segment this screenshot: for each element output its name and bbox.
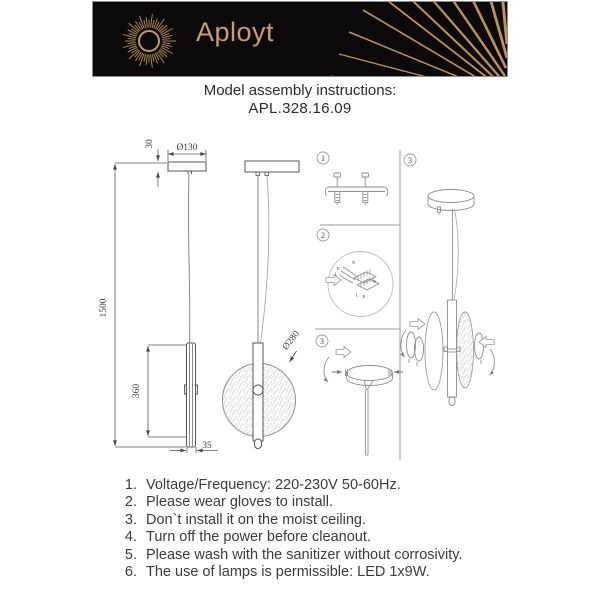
arrow-right-icon — [336, 347, 351, 358]
step3b-number: 3 — [408, 155, 412, 165]
side-view-dimensions — [115, 149, 218, 453]
item-number: 3. — [124, 511, 137, 528]
instructions-list — [115, 477, 462, 581]
instruction-item — [115, 547, 462, 564]
wire-label-l: L — [335, 271, 338, 277]
wire-label-n: N — [373, 279, 377, 284]
rotate-arrow-icon — [401, 330, 406, 357]
step3-panel — [316, 335, 403, 455]
disc-diameter-leader — [290, 351, 297, 362]
item-number: 1. — [124, 477, 137, 493]
instruction-item — [115, 477, 462, 494]
item-number: 4. — [124, 529, 137, 546]
assembly-drawing — [60, 128, 520, 468]
item-text: Please wear gloves to install. — [146, 494, 333, 511]
dim-total-height: 1500 — [99, 298, 109, 318]
item-number: 6. — [124, 564, 137, 581]
brand-banner — [92, 1, 508, 77]
instruction-item — [115, 529, 462, 546]
instruction-item — [115, 494, 462, 511]
title-block — [0, 82, 600, 118]
model-number: APL.328.16.09 — [248, 100, 352, 117]
wire-label-n: N — [352, 260, 356, 265]
rotate-arrow-icon — [324, 357, 329, 382]
arrow-right-icon — [410, 319, 425, 330]
wiring-detail-circle — [328, 252, 393, 317]
item-text: Voltage/Frequency: 220-230V 50-60Hz. — [146, 477, 401, 493]
side-view — [168, 162, 206, 447]
pendant-sketch — [407, 190, 484, 406]
bracket-sketch — [325, 173, 387, 205]
wire-label-l: L — [356, 292, 359, 298]
dim-disc-diameter: Ø280 — [280, 329, 302, 353]
item-text: Don`t install it on the moist ceiling. — [146, 511, 367, 528]
brand-logo-text: Aployt — [196, 17, 275, 47]
wire-label-e: E — [362, 294, 366, 299]
item-text: Turn off the power before cleanout. — [146, 529, 371, 546]
dim-body-height: 360 — [132, 383, 142, 399]
screw-icon — [362, 173, 369, 205]
instruction-item — [115, 512, 462, 529]
dim-canopy-diameter: Ø130 — [176, 143, 198, 153]
item-text: The use of lamps is permissible: LED 1x9W. — [146, 564, 430, 581]
rotate-arrow-icon — [490, 349, 495, 375]
front-view — [223, 161, 300, 449]
screw-icon — [334, 173, 341, 205]
instruction-item — [115, 564, 462, 581]
step2-number: 2 — [321, 230, 325, 240]
item-text: Please wash with the sanitizer without corrosivity. — [146, 546, 463, 563]
step1-number: 1 — [321, 153, 325, 163]
rays-icon — [331, 2, 507, 76]
dim-body-thickness: 35 — [202, 441, 212, 451]
panel-dividers — [315, 150, 400, 460]
canopy-sketch — [346, 366, 393, 456]
step1-panel — [317, 152, 388, 205]
dim-canopy-offset: 30 — [145, 139, 155, 149]
arrow-left-icon — [479, 337, 494, 348]
wire-label-e: E — [337, 266, 340, 271]
step3-assembly-panel — [401, 154, 495, 406]
step3-number: 3 — [320, 336, 324, 346]
sunburst-center-icon — [139, 31, 159, 51]
step2-panel — [317, 229, 393, 317]
banner-decoration — [93, 2, 507, 76]
item-number: 5. — [124, 546, 137, 563]
item-number: 2. — [124, 494, 137, 511]
page-title: Model assembly instructions: — [203, 82, 397, 99]
